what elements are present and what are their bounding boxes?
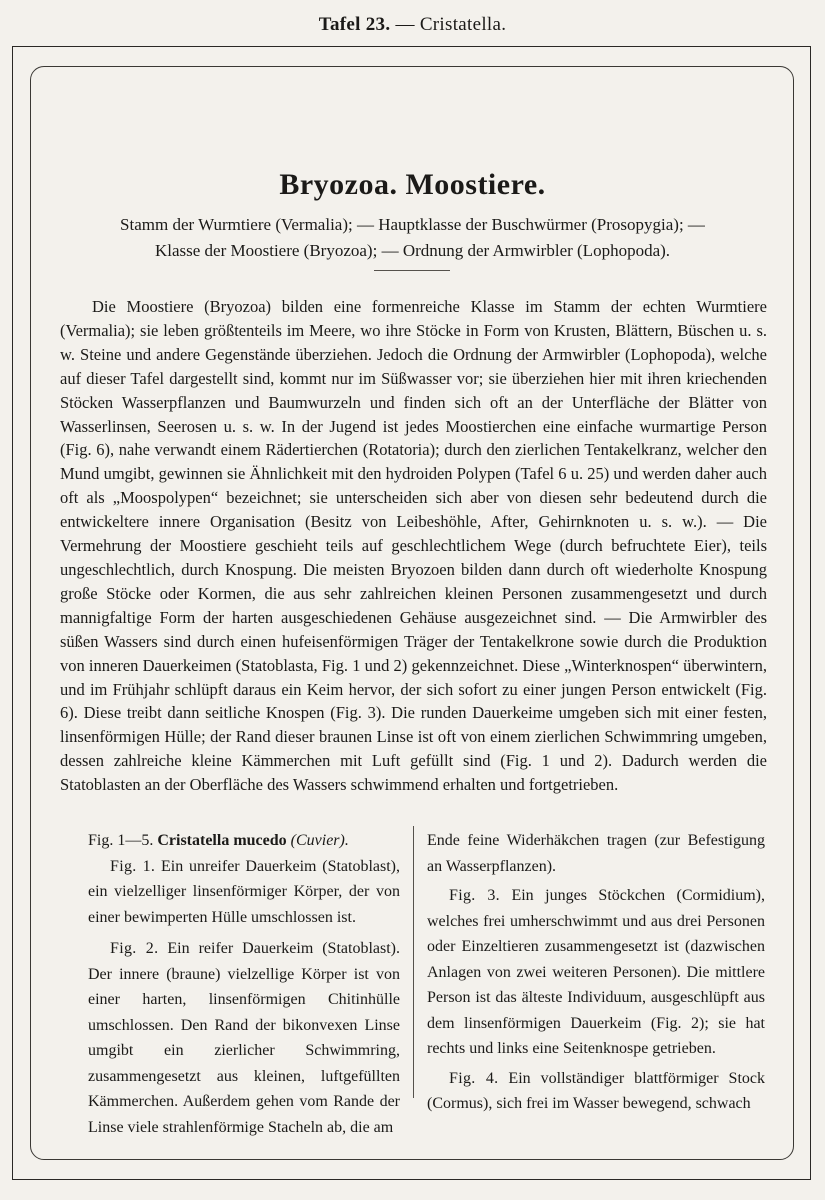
species-name: Cristatella mucedo	[157, 832, 287, 849]
intro-paragraph: Die Moostiere (Bryozoa) bilden eine formenreiche Klasse im Stamm der echten Wurmtiere (Vermalia); sie leben größtenteils im Meere, wo ihre Stöcke in Form von Krusten, Blättern, Büschen u. s. w. Steine und andere Gegenstände überziehen. Jedoch die Ordnung der Armwirbler (Lophopoda), welche auf dieser Tafel dargestellt sind, kommt nur im Süßwasser vor; sie überziehen hier mit ihren kriechenden Stöcken Wasserpflanzen und Baumwurzeln und finden sich oft an der Unterfläche der Blätter von Wasserlinsen, Seerosen u. s. w. In der Jugend ist jedes Moostierchen eine einfache wurmartige Person (Fig. 6), nahe verwandt einem Rädertierchen (Rotatoria); durch den zierlichen Tentakelkranz, welcher den Mund umgibt, gewinnen sie Ähnlichkeit mit den hydroiden Polypen (Tafel 6 u. 25) und werden daher auch oft als „Moospolypen“ bezeichnet; sie unterscheiden sich aber von diesen sehr bedeutend durch die entwickeltere innere Organisation (Besitz von Leibeshöhle, After, Gehirnknoten u. s. w.). — Die Vermehrung der Moostiere geschieht teils auf geschlechtlichem Wege (durch befruchtete Eier), teils ungeschlechtlich, durch Knospung. Die meisten Bryozoen bilden dann durch oft wiederholte Knospung große Stöcke oder Kormen, die aus sehr zahlreichen kleinen Personen zusammengesetzt und durch mannigfaltige Form der harten ausgeschiedenen Gehäuse ausgezeichnet sind. — Die Armwirbler des süßen Wassers sind durch einen hufeisenförmigen Träger der Tentakelkrone sowie durch die Produktion von inneren Dauerkeimen (Statoblasta, Fig. 1 und 2) gekennzeichnet. Diese „Winterknospen“ überwintern, und im Frühjahr schlüpft daraus ein Keim hervor, der sich sofort zu einer jungen Person entwickelt (Fig. 6). Diese treibt dann seitliche Knospen (Fig. 3). Die runden Dauerkeime umgeben sich mit einer festen, linsenförmigen Hülle; der Rand dieser braunen Linse ist oft von einem zierlichen Schwimmring umgeben, dessen zahlreiche kleine Kämmerchen mit Luft gefüllt sind (Fig. 1 und 2). Dadurch werden die Statoblasten an der Oberfläche des Wassers schwimmend erhalten und fortgetrieben.	[60, 297, 767, 795]
running-head	[0, 14, 825, 36]
fig4-text: Ein vollständiger blattförmiger Stock (Cormus), sich frei im Wasser bewegend, schwach	[427, 1069, 765, 1112]
fig3-label: Fig. 3.	[449, 887, 500, 904]
fig4-label: Fig. 4.	[449, 1069, 499, 1087]
fig2-paragraph	[88, 936, 400, 1140]
fig2-label: Fig. 2.	[110, 940, 159, 957]
section-heading	[88, 828, 400, 854]
left-column	[88, 828, 400, 1140]
fig3-paragraph	[427, 883, 765, 1062]
taxonomy-line-1: Stamm der Wurmtiere (Vermalia); — Hauptklasse der Buschwürmer (Prosopygia); —	[120, 215, 705, 234]
fig4-paragraph	[427, 1066, 765, 1117]
species-author: (Cuvier).	[290, 832, 349, 849]
fig1-text: Ein unreifer Dauerkeim (Statoblast), ein vielzelliger linsenförmiger Körper, der von einer bewimperten Hülle umschlossen ist.	[88, 857, 401, 926]
fig-range: Fig. 1—5.	[88, 832, 154, 849]
genus-name: Cristatella.	[419, 14, 507, 35]
page-title: Bryozoa. Moostiere.	[279, 168, 546, 201]
column-divider	[413, 826, 414, 1098]
fig2-continuation: Ende feine Widerhäkchen tragen (zur Befestigung an Wasserpflanzen).	[427, 832, 765, 875]
fig2-text: Ein reifer Dauerkeim (Statoblast). Der innere (braune) vielzellige Körper ist von einer harten, linsenförmigen Chitinhülle umschlossen. Den Rand der bikonvexen Linse umgibt ein zierlicher Schwimmring, zusammengesetzt aus kleinen, luftgefüllten Kämmerchen. Außerdem gehen vom Rande der Linse viele strahlenförmige Stacheln ab, die am	[88, 940, 400, 1136]
fig1-label: Fig. 1.	[110, 857, 156, 875]
fig3-text: Ein junges Stöckchen (Cormidium), welches frei umherschwimmt und aus drei Personen oder Einzeltieren zusammengesetzt ist (dazwischen Anlagen von zwei weiteren Personen). Die mittlere Person ist das älteste Individuum, ausgeschlüpft aus dem linsenförmigen Dauerkeim (Fig. 2); sie hat rechts und links eine Seitenknospe getrieben.	[427, 887, 765, 1057]
header-separator: —	[395, 14, 415, 35]
section-divider	[374, 270, 450, 271]
plate-number: Tafel 23.	[318, 14, 391, 35]
fig1-paragraph	[88, 854, 400, 931]
right-column	[427, 828, 765, 1117]
taxonomy-lines	[60, 212, 765, 264]
taxonomy-line-2: Klasse der Moostiere (Bryozoa); — Ordnung der Armwirbler (Lophopoda).	[154, 241, 671, 260]
